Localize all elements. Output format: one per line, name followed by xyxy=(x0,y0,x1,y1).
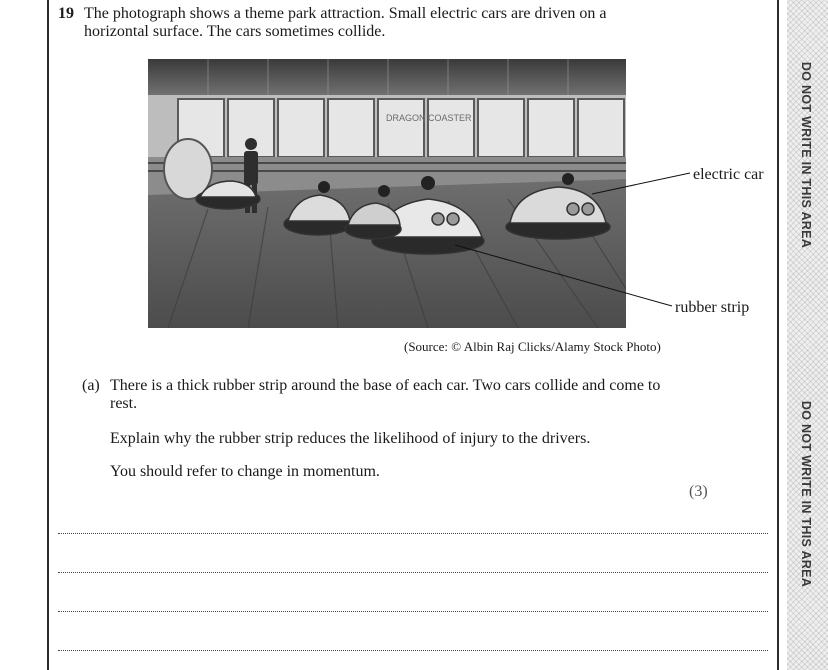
marks-allocation: (3) xyxy=(689,483,708,500)
part-a-hint: You should refer to change in momentum. xyxy=(110,463,380,480)
answer-line[interactable] xyxy=(58,611,768,612)
photo-source: (Source: © Albin Raj Clicks/Alamy Stock Photo) xyxy=(404,339,661,354)
svg-text:DRAGON COASTER: DRAGON COASTER xyxy=(386,113,472,123)
question-stem: The photograph shows a theme park attraction. Small electric cars are driven on a horizontal surface. The cars sometimes collide. xyxy=(84,5,607,40)
bumper-car-photo xyxy=(148,59,626,328)
page-border-left xyxy=(47,0,49,670)
answer-line[interactable] xyxy=(58,650,768,651)
part-a-label: (a) xyxy=(82,377,100,394)
question-number: 19 xyxy=(58,5,74,22)
part-a-instruction: Explain why the rubber strip reduces the likelihood of injury to the drivers. xyxy=(110,430,591,447)
answer-line[interactable] xyxy=(58,572,768,573)
part-a-text: There is a thick rubber strip around the base of each car. Two cars collide and come to rest. xyxy=(110,377,661,412)
label-electric-car: electric car xyxy=(693,166,764,183)
page-border-right xyxy=(777,0,779,670)
answer-line[interactable] xyxy=(58,533,768,534)
label-rubber-strip: rubber strip xyxy=(675,299,750,316)
